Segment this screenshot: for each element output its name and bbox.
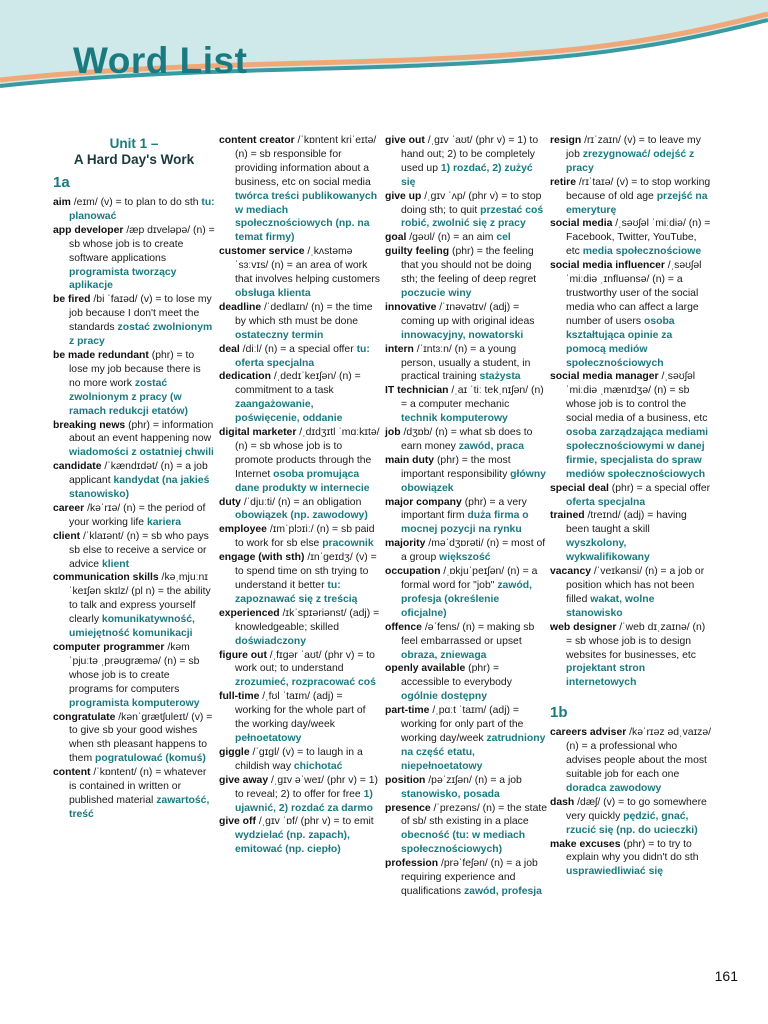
entry-definition: /ˌsəʊʃəl ˈmiːdiə ˌɪnfluənsə/ (n) = a trustworthy user of the social media who can affect a large number of users (566, 260, 702, 327)
entry-headword: position (385, 774, 426, 786)
word-entry (550, 726, 712, 796)
entry-headword: communication skills (53, 572, 159, 584)
entry-headword: resign (550, 135, 582, 146)
entry-headword: occupation (385, 566, 441, 578)
entry-definition: /ˈklaɪənt/ (n) = sb who pays sb else to receive a service or advice (69, 530, 209, 570)
word-entry (385, 426, 547, 454)
word-entry (385, 565, 547, 621)
entry-definition: /ˈkændɪdət/ (n) = a job applicant (69, 461, 208, 487)
entry-headword: dedication (219, 371, 271, 383)
entry-definition: (phr) = to try to explain why you didn't do sth (566, 838, 699, 864)
section-heading: 1a (53, 174, 70, 191)
word-entry (385, 621, 547, 663)
entry-headword: aim (53, 197, 71, 208)
entry-headword: offence (385, 621, 422, 633)
entry-definition: /ɡəʊl/ (n) = an aim (406, 232, 497, 244)
word-entry (219, 426, 381, 496)
entry-translation: osoba promująca dane produkty w internecie (235, 468, 370, 494)
word-entry (53, 571, 215, 641)
word-entry (53, 641, 215, 711)
entry-headword: giggle (219, 746, 250, 758)
entry-headword: be fired (53, 294, 91, 306)
entry-definition: /dʒɒb/ (n) = what sb does to earn money (400, 427, 533, 452)
word-entry (550, 482, 712, 510)
entry-translation: tu: planować (69, 197, 215, 222)
entry-headword: vacancy (550, 566, 592, 578)
entry-headword: job (385, 427, 401, 439)
entry-translation: tu: zapoznawać się z treścią (235, 580, 358, 605)
entry-headword: engage (with sth) (219, 552, 305, 564)
entry-translation: kandydat (na jakieś stanowisko) (69, 475, 210, 501)
entry-headword: give off (219, 816, 256, 828)
entry-translation: media społecznościowe (582, 246, 702, 258)
entry-definition: (phr) = the most important responsibility (401, 454, 511, 480)
entry-definition: /əˈfens/ (n) = making sb feel embarrassed or upset (401, 621, 535, 647)
entry-definition: /məˈdʒɒrəti/ (n) = most of a group (401, 538, 546, 564)
word-entry (219, 690, 381, 746)
word-entry (385, 301, 547, 343)
entry-definition: /kəˈrɪəz ədˌvaɪzə/ (n) = a professional who advises people about the most suitable job for each one (566, 727, 712, 780)
entry-definition: /ˈɪntɜːn/ (n) = a young person, usually a student, in practical training (401, 343, 531, 383)
word-entry (219, 815, 381, 857)
entry-headword: breaking news (53, 419, 126, 431)
word-entry (219, 551, 381, 607)
entry-translation: zawód, profesja (określenie oficjalne) (401, 580, 532, 619)
entry-headword: give out (385, 135, 425, 146)
entry-translation: kariera (146, 516, 182, 528)
word-entry (219, 496, 381, 524)
unit-name: A Hard Day's Work (73, 152, 195, 167)
entry-headword: candidate (53, 461, 102, 473)
word-entry (550, 176, 712, 218)
entry-definition: /ˌɡɪv əˈweɪ/ (phr v) = 1) to reveal; 2) to offer for free (235, 774, 378, 800)
entry-definition: /rɪˈzaɪn/ (v) = to leave my job (566, 135, 701, 160)
entry-definition: (phr) = accessible to everybody (401, 663, 512, 689)
entry-translation: zawartość, treść (69, 794, 210, 820)
entry-definition: /dæʃ/ (v) = to go somewhere very quickly (566, 796, 707, 822)
entry-definition: /ˌsəʊʃəl ˈmiːdiə ˌmænɪdʒə/ (n) = sb whose job is to control the social media of a business, etc (566, 371, 708, 425)
word-entry (385, 704, 547, 774)
entry-headword: congratulate (53, 711, 116, 723)
entry-definition: /prəˈfeʃən/ (n) = a job requiring experience and qualifications (401, 858, 538, 897)
word-entry (385, 134, 547, 190)
entry-definition: (phr) = the feeling that you should not be doing sth; the feeling of deep regret (401, 246, 537, 286)
entry-translation: 1) ujawnić, 2) rozdać za darmo (235, 788, 374, 814)
entry-translation: wakat, wolne stanowisko (566, 593, 655, 619)
entry-definition: /pəˈzɪʃən/ (n) = a job (425, 774, 522, 786)
entry-translation: pracownik (322, 538, 374, 550)
entry-translation: innowacyjny, nowatorski (401, 329, 524, 341)
entry-definition: /ˈdjuːti/ (n) = an obligation (240, 496, 362, 508)
word-entry (53, 711, 215, 767)
word-entry (219, 343, 381, 371)
word-entry (550, 621, 712, 691)
entry-definition: /ˈɪnəvətɪv/ (adj) = coming up with original ideas (401, 301, 535, 327)
entry-headword: give up (385, 190, 422, 202)
entry-definition: /ˌpɑːt ˈtaɪm/ (adj) = working for only part of the working day/week (401, 705, 524, 744)
entry-translation: cel (496, 232, 511, 244)
entry-headword: full-time (219, 691, 260, 703)
entry-translation: obraza, zniewaga (401, 649, 487, 661)
entry-headword: IT technician (385, 385, 449, 397)
word-entry (550, 509, 712, 565)
entry-translation: projektant stron internetowych (566, 663, 646, 689)
entry-definition: /ˈɡɪɡl/ (v) = to laugh in a childish way (235, 746, 363, 772)
entry-headword: dash (550, 796, 575, 808)
entry-translation: duża firma o mocnej pozycji na rynku (401, 510, 529, 536)
word-entry (53, 196, 215, 224)
entry-definition: /ˌɡɪv ˈɒf/ (phr v) = to emit (255, 816, 374, 828)
word-entry (219, 245, 381, 301)
word-entry (219, 523, 381, 551)
entry-headword: presence (385, 802, 431, 814)
page-header (0, 0, 768, 100)
word-entry (385, 802, 547, 858)
entry-definition: /ɪmˈplɔɪiː/ (n) = sb paid to work for sb else (235, 524, 375, 550)
entry-headword: careers adviser (550, 727, 627, 739)
word-entry (219, 774, 381, 816)
entry-headword: client (53, 530, 81, 542)
entry-translation: główny obowiązek (401, 468, 546, 494)
entry-translation: doradca zawodowy (566, 782, 662, 794)
entry-definition: /ˌkʌstəmə ˈsɜːvɪs/ (n) = an area of work that involves helping customers (235, 246, 380, 286)
entry-definition: /ˌɒkjuˈpeɪʃən/ (n) = a formal word for "job" (401, 566, 538, 591)
entry-headword: customer service (219, 246, 305, 258)
entry-translation: większość (439, 552, 491, 564)
entry-translation: wyszkolony, wykwalifikowany (566, 538, 650, 564)
entry-definition: /kəmˈpjuːtə ˌprəʊɡræmə/ (n) = sb whose job is to create programs for computers (69, 642, 200, 695)
word-entry (385, 245, 547, 301)
word-entry (550, 134, 712, 176)
word-entry (385, 662, 547, 704)
entry-translation: osoba zarządzająca mediami społecznościowymi w danej firmie, specjalista do spraw mediów społecznościowych (566, 427, 709, 480)
entry-translation: zostać zwolnionym z pracy (w ramach redukcji etatów) (69, 377, 188, 417)
entry-translation: zatrudniony na część etatu, niepełnoetatowy (401, 732, 546, 772)
word-list-column-1 (53, 134, 215, 822)
entry-headword: intern (385, 343, 414, 355)
word-entry (385, 496, 547, 538)
entry-translation: zawód, profesja (463, 885, 542, 897)
word-list-column-3 (385, 134, 547, 899)
word-entry (385, 454, 547, 496)
entry-definition: /ˈkɒntent/ (n) = whatever is contained in written or published material (69, 767, 207, 806)
entry-translation: pędzić, gnać, rzucić się (np. do ucieczki) (566, 810, 698, 836)
entry-headword: experienced (219, 607, 280, 619)
word-entry (385, 231, 547, 245)
word-entry (385, 857, 547, 899)
word-list-column-4 (550, 134, 712, 879)
entry-headword: social media influencer (550, 260, 665, 272)
entry-headword: content (53, 767, 91, 779)
entry-definition: /ɪkˈspɪəriənst/ (adj) = knowledgeable; skilled (235, 607, 380, 633)
entry-translation: pełnoetatowy (235, 732, 302, 744)
entry-translation: oferta specjalna (566, 496, 646, 508)
word-entry (219, 134, 381, 245)
entry-translation: twórca treści publikowanych w mediach społecznościowych (np. na temat firmy) (235, 190, 378, 244)
word-entry (385, 384, 547, 426)
entry-headword: duty (219, 496, 241, 508)
entry-translation: zostać zwolnionym z pracy (69, 322, 213, 348)
entry-definition: /eɪm/ (v) = to plan to do sth (70, 197, 202, 208)
entry-definition: /diːl/ (n) = a special offer (239, 343, 357, 355)
word-entry (385, 343, 547, 385)
entry-headword: profession (385, 858, 439, 870)
entry-translation: wiadomości z ostatniej chwili (69, 447, 214, 459)
entry-translation: stanowisko, posada (401, 788, 500, 800)
entry-translation: pogratulować (komuś) (95, 753, 206, 765)
entry-headword: retire (550, 176, 576, 188)
entry-headword: app developer (53, 224, 124, 236)
entry-translation: zaangażowanie, poświęcenie, oddanie (235, 399, 343, 425)
unit-title (53, 136, 215, 168)
entry-translation: obowiązek (np. zawodowy) (235, 510, 368, 522)
entry-definition: /ˌɡɪv ˈʌp/ (phr v) = to stop doing sth; to quit (401, 190, 542, 216)
word-entry (53, 460, 215, 502)
unit-number: Unit 1 – (109, 136, 159, 151)
word-entry (219, 607, 381, 649)
entry-translation: ostateczny termin (235, 329, 324, 341)
entry-definition: (phr) = a very important firm (401, 496, 527, 522)
word-entry (53, 224, 215, 294)
entry-headword: career (53, 502, 85, 514)
entry-definition: /ˈdedlaɪn/ (n) = the time by which sth must be done (235, 301, 373, 327)
entry-definition: /kənˈɡrætʃuleɪt/ (v) = to give sb your good wishes when sth pleasant happens to them (69, 711, 213, 765)
word-entry (53, 502, 215, 530)
entry-translation: zrozumieć, rozpracować coś (235, 677, 376, 689)
entry-translation: obsługa klienta (235, 287, 311, 299)
entry-translation: programista tworzący aplikacje (69, 266, 177, 292)
entry-definition: /bi ˈfaɪəd/ (v) = to lose my job because I don't meet the standards (69, 294, 212, 334)
entry-translation: 1) rozdać, 2) zużyć się (401, 162, 533, 188)
entry-definition: (phr) = a special offer (608, 482, 711, 494)
entry-headword: openly available (385, 663, 466, 675)
entry-translation: przejść na emeryturę (566, 190, 708, 216)
entry-definition: (phr) = to lose my job because there is no more work (69, 349, 201, 389)
word-entry (53, 293, 215, 349)
entry-headword: social media manager (550, 371, 659, 383)
word-entry (550, 259, 712, 370)
entry-definition: /ˈweb dɪˌzaɪnə/ (n) = sb whose job is to design websites for businesses, etc (566, 621, 706, 661)
word-entry (53, 766, 215, 822)
entry-headword: goal (385, 232, 407, 244)
word-entry (53, 530, 215, 572)
page-title: Word List (73, 40, 248, 81)
entry-headword: be made redundant (53, 349, 149, 361)
entry-headword: guilty feeling (385, 246, 450, 258)
word-entry (385, 537, 547, 565)
entry-translation: technik komputerowy (401, 413, 508, 425)
word-entry (385, 190, 547, 232)
entry-translation: poczucie winy (401, 287, 472, 299)
word-entry (550, 370, 712, 481)
entry-headword: deadline (219, 301, 262, 313)
entry-definition: /ˌfɪɡər ˈaʊt/ (phr v) = to work out; to understand (235, 649, 375, 675)
entry-translation: chichotać (293, 760, 343, 772)
entry-translation: zawód, praca (458, 440, 525, 452)
word-entry (53, 349, 215, 419)
entry-headword: major company (385, 496, 462, 508)
entry-definition: /kəˈrɪə/ (n) = the period of your working life (69, 502, 206, 528)
entry-headword: digital marketer (219, 427, 297, 439)
word-entry (550, 565, 712, 621)
word-entry (219, 746, 381, 774)
entry-definition: /ɪnˈɡeɪdʒ/ (v) = to spend time on sth trying to understand it better (235, 552, 377, 591)
entry-headword: figure out (219, 649, 267, 661)
entry-translation: programista komputerowy (69, 697, 200, 709)
word-entry (550, 796, 712, 838)
entry-definition: /ˌɡɪv ˈaʊt/ (phr v) = 1) to hand out; 2) to be completely used up (401, 135, 539, 174)
entry-headword: give away (219, 774, 269, 786)
word-entry (550, 217, 712, 259)
entry-headword: special deal (550, 482, 609, 494)
entry-definition: /ˌaɪ ˈtiː tekˌnɪʃən/ (n) = a computer mechanic (401, 385, 544, 411)
entry-headword: social media (550, 218, 613, 230)
entry-definition: /kəˌmjuːnɪˈkeɪʃən skɪlz/ (pl n) = the ability to talk and express yourself clearly (69, 572, 211, 626)
entry-headword: content creator (219, 135, 295, 146)
entry-definition: /ˌdɪdʒɪtl ˈmɑːkɪtə/ (n) = sb whose job is to promote products through the Internet (235, 427, 380, 480)
section-heading: 1b (550, 704, 568, 722)
entry-translation: tu: oferta specjalna (235, 343, 370, 369)
entry-translation: osoba kształtująca opinie za pomocą mediów społecznościowych (566, 315, 675, 369)
entry-headword: innovative (385, 301, 437, 313)
entry-headword: employee (219, 524, 267, 536)
entry-definition: /ˈkɒntent kriˈeɪtə/ (n) = sb responsible for providing information about a business, etc on social media (235, 135, 377, 188)
word-entry (53, 419, 215, 461)
entry-headword: trained (550, 510, 585, 522)
entry-definition: /rɪˈtaɪə/ (v) = to stop working because of old age (566, 176, 711, 202)
entry-definition: (phr) = information about an event happening now (69, 419, 214, 445)
entry-definition: /treɪnd/ (adj) = having been taught a skill (566, 510, 687, 536)
word-list-column-2 (219, 134, 381, 857)
entry-definition: /ˈprezəns/ (n) = the state of sb/ sth existing in a place (401, 802, 548, 828)
entry-headword: main duty (385, 454, 435, 466)
entry-translation: komunikatywność, umiejętność komunikacji (69, 614, 195, 640)
entry-headword: majority (385, 538, 426, 550)
entry-headword: computer programmer (53, 642, 165, 653)
entry-translation: klient (101, 558, 130, 570)
entry-translation: przestać coś robić, zwolnić się z pracy (401, 204, 544, 230)
entry-translation: wydzielać (np. zapach), emitować (np. ciepło) (235, 830, 350, 856)
entry-definition: /ˌdedɪˈkeɪʃən/ (n) = commitment to a task (235, 371, 361, 397)
entry-translation: doświadczony (235, 635, 307, 647)
entry-definition: /ˈveɪkənsi/ (n) = a job or position which has not been filled (566, 566, 705, 605)
entry-translation: zrezygnować/ odejść z pracy (566, 148, 695, 174)
word-entry (219, 301, 381, 343)
entry-translation: usprawiedliwiać się (566, 866, 664, 878)
entry-translation: obecność (tu: w mediach społecznościowych) (401, 830, 526, 856)
word-entry (385, 774, 547, 802)
entry-definition: /ˌfʊl ˈtaɪm/ (adj) = working for the whole part of the working day/week (235, 691, 366, 731)
entry-headword: part-time (385, 705, 430, 717)
entry-headword: make excuses (550, 838, 621, 850)
entry-translation: stażysta (479, 371, 521, 383)
word-entry (550, 838, 712, 880)
entry-headword: deal (219, 343, 240, 355)
word-list-columns (53, 134, 743, 984)
entry-definition: /æp dɪveləpə/ (n) = sb whose job is to create software applications (69, 224, 215, 264)
word-entry (219, 370, 381, 426)
word-entry (219, 649, 381, 691)
entry-definition: /ˌsəʊʃəl ˈmiːdiə/ (n) = Facebook, Twitter, YouTube, etc (566, 218, 711, 258)
entry-headword: web designer (550, 621, 617, 633)
page-number: 161 (714, 968, 738, 984)
entry-translation: ogólnie dostępny (401, 691, 488, 703)
